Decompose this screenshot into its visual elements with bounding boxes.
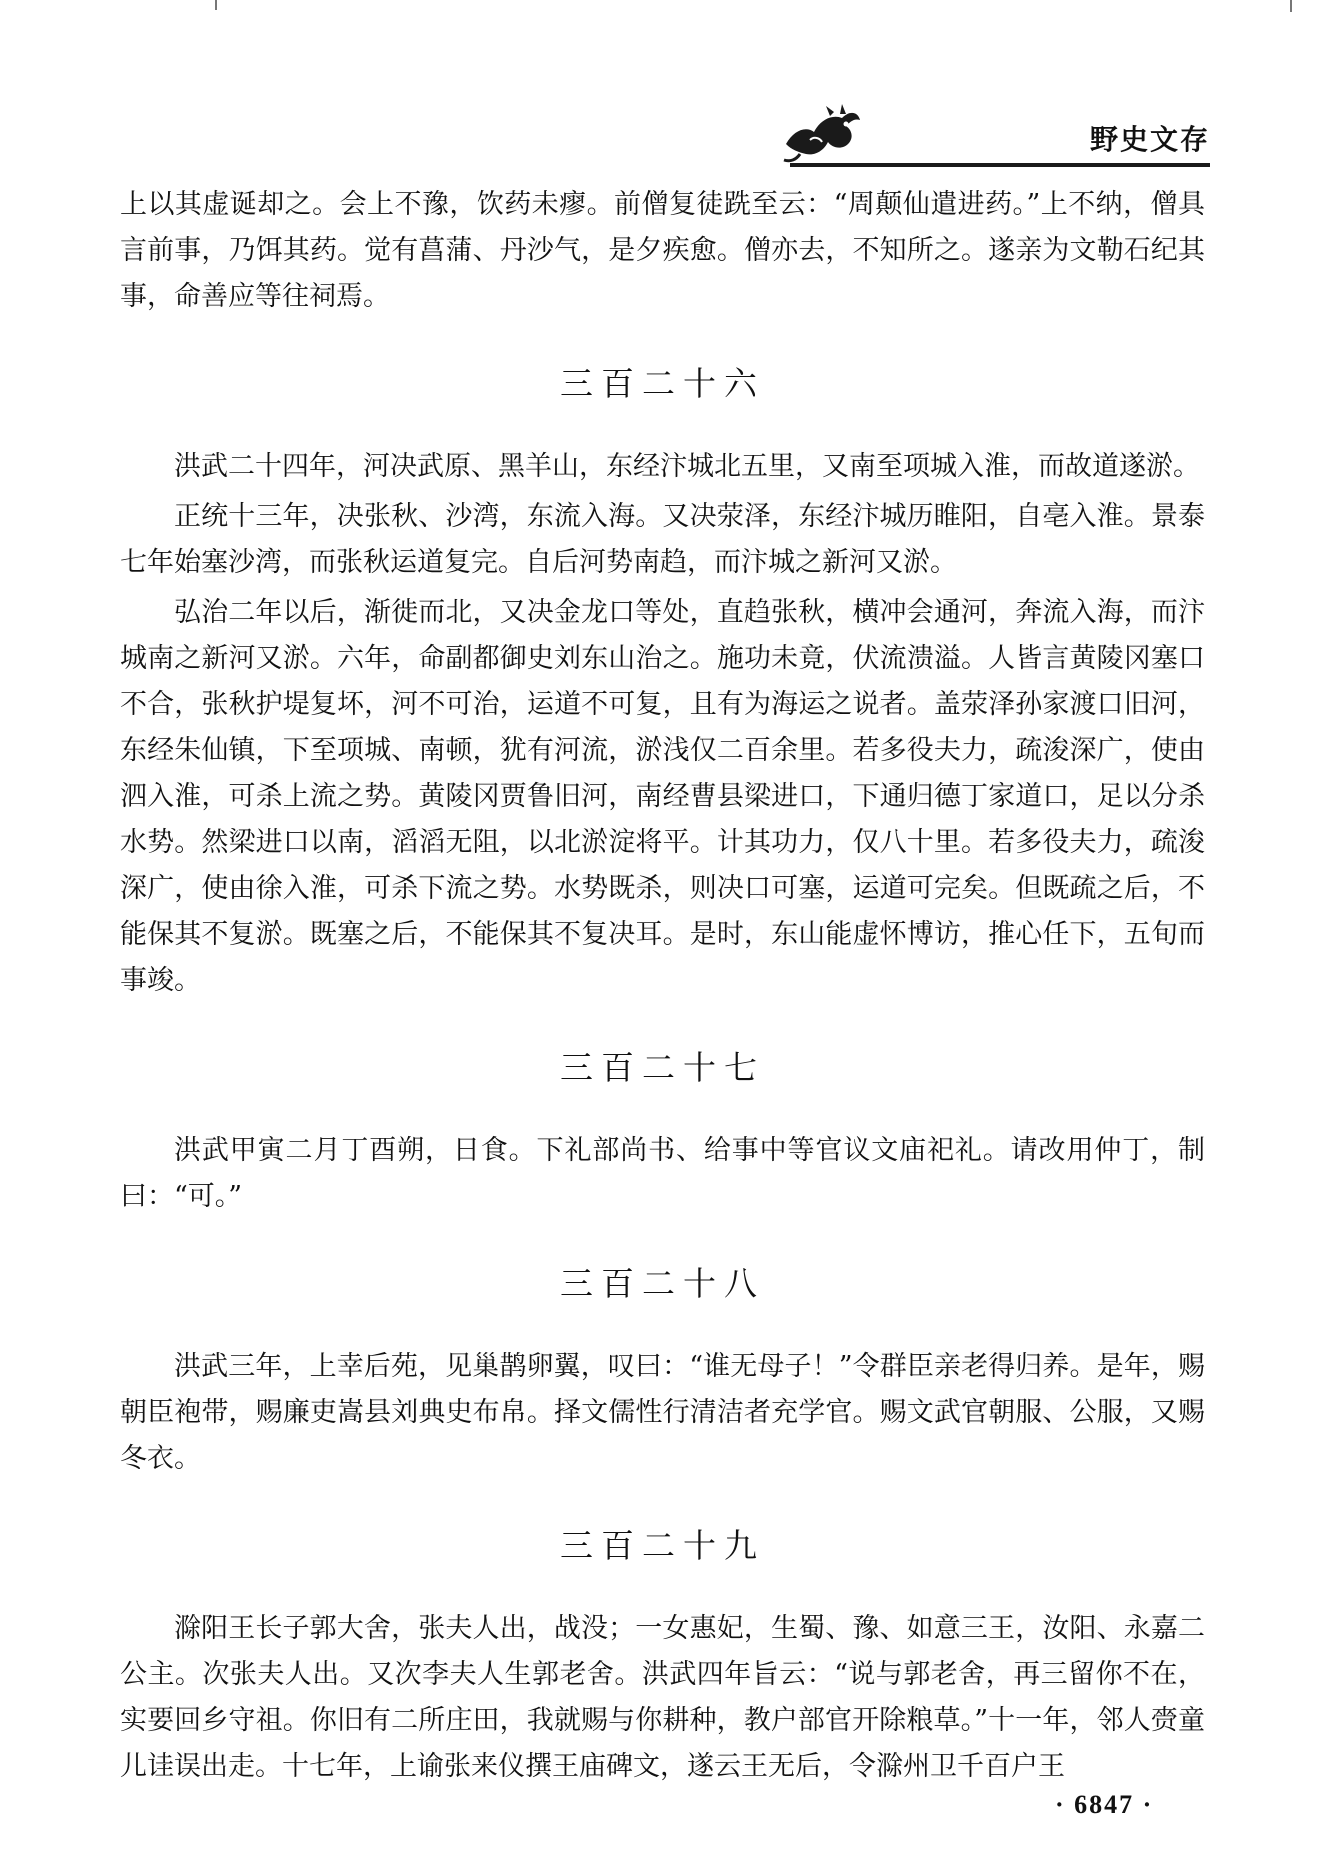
intro-paragraph: 上以其虚诞却之。会上不豫，饮药未瘳。前僧复徒跣至云：“周颠仙遣进药。”上不纳，僧具言前事，乃饵其药。觉有菖蒲、丹沙气，是夕疾愈。僧亦去，不知所之。遂亲为文勒石纪其事，命善应等往祠焉。 bbox=[120, 189, 1205, 312]
scan-mark bbox=[215, 0, 217, 10]
section-title: 三百二十六 bbox=[560, 364, 765, 403]
section-title: 三百二十七 bbox=[560, 1048, 765, 1087]
section-paragraph: 滁阳王长子郭大舍，张夫人出，战没；一女惠妃，生蜀、豫、如意三王，汝阳、永嘉二公主。次张夫人出。又次李夫人生郭老舍。洪武四年旨云：“说与郭老舍，再三留你不在，实要回乡守祖。你旧有二所庄田，我就赐与你耕种，教户部官开除粮草。”十一年，邻人赍童儿诖误出走。十七年，上谕张来仪撰王庙碑文，遂云王无后，令滁州卫千百户王 bbox=[120, 1613, 1205, 1782]
section-paragraph: 洪武三年，上幸后苑，见巢鹊卵翼，叹曰：“谁无母子！”令群臣亲老得归养。是年，赐朝臣袍带，赐廉吏嵩县刘典史布帛。择文儒性行清洁者充学官。赐文武官朝服、公服，又赐冬衣。 bbox=[120, 1351, 1205, 1474]
header-rule bbox=[790, 163, 1210, 167]
header-title: 野史文存 bbox=[1090, 123, 1211, 156]
main-content bbox=[120, 180, 1205, 1790]
section-paragraph: 正统十三年，决张秋、沙湾，东流入海。又决荥泽，东经汴城历睢阳，自亳入淮。景泰七年始塞沙湾，而张秋运道复完。自后河势南趋，而汴城之新河又淤。 bbox=[120, 501, 1205, 578]
section-paragraph: 洪武甲寅二月丁酉朔，日食。下礼部尚书、给事中等官议文庙祀礼。请改用仲丁，制曰：“可。” bbox=[120, 1135, 1205, 1212]
section-paragraph: 弘治二年以后，渐徙而北，又决金龙口等处，直趋张秋，横冲会通河，奔流入海，而汴城南之新河又淤。六年，命副都御史刘东山治之。施功未竟，伏流溃溢。人皆言黄陵冈塞口不合，张秋护堤复坏，河不可治，运道不可复，且有为海运之说者。盖荥泽孙家渡口旧河，东经朱仙镇，下至项城、南顿，犹有河流，淤浅仅二百余里。若多役夫力，疏浚深广，使由泗入淮，可杀上流之势。黄陵冈贾鲁旧河，南经曹县梁进口，下通归德丁家道口，足以分杀水势。然梁进口以南，滔滔无阻，以北淤淀将平。计其功力，仅八十里。若多役夫力，疏浚深广，使由徐入淮，可杀下流之势。水势既杀，则决口可塞，运道可完矣。但既疏之后，不能保其不复淤。既塞之后，不能保其不复决耳。是时，东山能虚怀博访，推心任下，五旬而事竣。 bbox=[120, 597, 1205, 996]
page-number: · 6847 · bbox=[1055, 1790, 1154, 1819]
scan-mark bbox=[1290, 0, 1292, 12]
page-header bbox=[0, 0, 1322, 180]
dragon-logo-icon bbox=[780, 100, 864, 166]
section-paragraph: 洪武二十四年，河决武原、黑羊山，东经汴城北五里，又南至项城入淮，而故道遂淤。 bbox=[174, 451, 1200, 482]
section-title: 三百二十九 bbox=[560, 1526, 765, 1565]
section-title: 三百二十八 bbox=[560, 1264, 765, 1303]
